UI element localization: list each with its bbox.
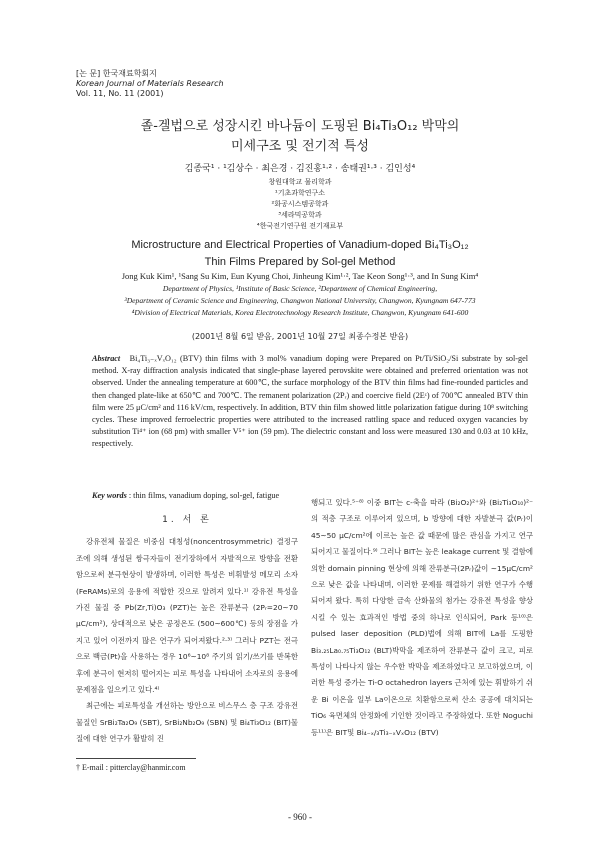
footnote-email: † E-mail : pitterclay@hanmir.com [76,763,186,772]
korean-title-line2: 미세구조 및 전기적 특성 [231,139,369,154]
english-affiliation: Department of Physics, ¹Institute of Basic Science, ²Department of Chemical Engineering, [162,284,438,293]
abstract [92,353,528,451]
journal-volume: Vol. 11, No. 11 (2001) [76,89,164,98]
korean-title [0,117,600,157]
korean-title-line1: 졸-겔법으로 성장시킨 바나듐이 도핑된 Bi₄Ti₃O₁₂ 박막의 [140,119,460,134]
keywords-label: Key words [92,491,127,500]
body-column-right [311,495,533,741]
korean-affiliation: ³세라믹공학과 [278,211,322,219]
journal-type-line: [논 문] 한국재료학회지 [76,69,157,78]
korean-affiliation: ¹기초과학연구소 [274,189,326,197]
body-paragraph: 최근에는 피로특성을 개선하는 방안으로 비스무스 층 구조 강유전 물질인 SrBi₂Ta₂O₉ (SBT), SrBi₂Nb₂O₉ (SBN) 및 Bi₄Ti₃O₁₂ (BIT)물질에 대한 연구가 활발히 진 [76,701,298,744]
english-title-line1: Microstructure and Electrical Properties of Vanadium-doped Bi₄Ti₃O₁₂ [131,239,469,251]
body-paragraph: 강유전체 물질은 비중심 대칭성(noncentrosymmetric) 결정구조에 의해 생성된 쌍극자들이 전기장하에서 자발적으로 방향을 전환함으로써 분극현상이 발생하며, 이러한 특성은 비휘발성 메모리 소자(FeRAMs)로의 응용에 적합한 것으로 알려져 있다.¹⁾ 강유전 특성을 가진 물질 중 Pb(Zr,Ti)O₃ (PZT)는 높은 잔류분극 (2Pᵣ=20~70 μC/cm²), 상대적으로 낮은 공정온도 (500~600℃) 등의 장점을 가지고 있어 이전까지 많은 연구가 되어져왔다.²·³⁾ 그러나 PZT는 전극으로 백금(Pt)을 사용하는 경우 10⁶~10⁸ 주기의 읽기/쓰기를 반복한 후에 분극이 현저히 떨어지는 피로 특성을 나타내어 소자로의 응용에 문제점을 일으키고 있다.⁴⁾ [76,537,298,695]
korean-affiliations [0,177,600,232]
page-number: - 960 - [288,812,312,822]
received-date: (2001년 8월 6일 받음, 2001년 10월 27일 최종수정본 받음) [191,332,409,341]
english-authors: Jong Kuk Kim¹, ¹Sang Su Kim, Eun Kyung Choi, Jinheung Kim¹·², Tae Keon Song¹·³, and In Sung Kim⁴ [121,271,479,281]
english-title-line2: Thin Films Prepared by Sol-gel Method [204,256,396,268]
korean-affiliation: ²화공시스템공학과 [271,200,329,208]
english-affiliation: ⁴Division of Electrical Materials, Korea Electrotechnology Research Institute, Changwon, Kyungnam 641-600 [131,308,469,317]
english-affiliations [0,283,600,319]
abstract-text: Bi₄Ti₃₋ₓVₓO₁₂ (BTV) thin films with 3 mol% vanadium doping were Prepared on Pt/Ti/SiO₂/Si substrate by sol-gel method. X-ray diffraction analysis indicated that single-phase layered perovskite were obtained and preferred orientation was not observed. Under the annealing temperature at 600℃, the surface morphology of the BTV thin films had fine-rounded particles and then changed plate-like at 650℃ and 700℃. The remanent polarization (2Pᵣ) and coercive field (2Eᶜ) of 700℃ annealed BTV thin film were 25 μC/cm² and 116 kV/cm, respectively. In addition, BTV thin film showed little polarization fatigue during 10⁸ switching cycles. These improved ferroelectric properties were attributed to the increased rattling space and reduced oxygen vacancies by substitution Ti⁴⁺ ion (68 pm) with smaller V⁵⁺ ion (59 pm). The dielectric constant and loss were measured 130 and 0.03 at 10 kHz, respectively. [92,354,528,449]
korean-authors: 김종국¹ · ¹김상수 · 최은경 · 김진홍¹·² · 송태권¹·³ · 김인성⁴ [184,164,416,174]
korean-affiliation: ⁴한국전기연구원 전기재료부 [256,222,344,230]
korean-affiliation: 창원대학교 물리학과 [268,178,332,186]
keywords-text: : thin films, vanadium doping, sol-gel, fatigue [128,491,280,500]
section-heading: 1. 서 론 [162,515,212,525]
abstract-label: Abstract [92,354,121,363]
footnote-rule [76,758,196,759]
journal-name-en: Korean Journal of Materials Research [76,79,224,88]
body-column-left [76,512,298,748]
body-paragraph: 행되고 있다.⁵⁻⁸⁾ 이중 BIT는 c-축을 따라 (Bi₂O₂)²⁺와 (Bi₂Ti₃O₁₀)²⁻의 적층 구조로 이루어져 있으며, b 방향에 대한 자발분극 값(Pᵣ)이 45~50 μC/cm²에 이르는 높은 값 때문에 많은 관심을 가지고 연구되어지고 물질이다.⁹⁾ 그러나 BIT는 높은 leakage current 및 결함에 의한 domain pinning 현상에 의해 잔류분극(2Pᵣ)값이 ~15μC/cm²으로 낮은 값을 나타내며, 이러한 문제를 해결하기 위한 연구가 수행되어져 왔다. 특히 다양한 금속 산화물의 첨가는 강유전 특성을 향상시킬 수 있는 효과적인 방법 중의 하나로 인식되어, Park 등¹⁰⁾은 pulsed laser deposition (PLD)법에 의해 BIT에 La를 도핑한 Bi₃.₂₅La₀.₇₅Ti₃O₁₂ (BLT)박막을 제조하여 잔류분극 값이 크고, 피로특성이 나타나지 않는 우수한 박막을 제조하였다고 보고하였으며, 이러한 특성 증가는 Ti-O octahedron layers 근처에 있는 휘발하기 쉬운 Bi 이온을 일부 La이온으로 치환함으로써 산소 공공에 대치되는 TiO₆ 육면체의 안정화에 기인한 것이라고 주장하였다. 또한 Noguchi 등¹¹⁾은 BIT및 Bi₄₋ₓ/₃Ti₃₋ₓVₓO₁₂ (BTV) [311,498,533,737]
journal-header [76,69,224,99]
english-title [0,237,600,271]
english-affiliation: ³Department of Ceramic Science and Engineering, Changwon National University, Changwon, Kyungnam 647-773 [124,296,476,305]
